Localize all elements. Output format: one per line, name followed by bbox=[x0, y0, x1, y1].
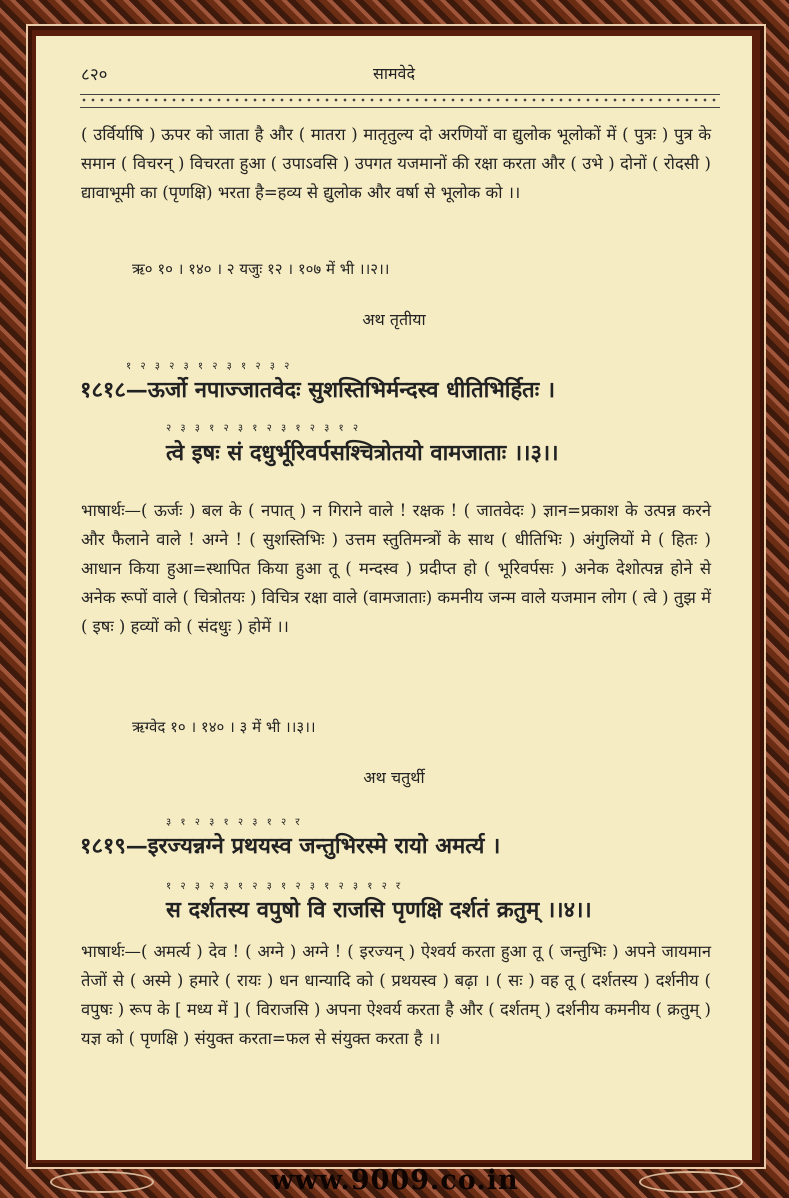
swara-marks-4b: १ २ ३ २ ३ १ २ ३ १ २ ३ १ २ ३ १ २ र bbox=[166, 881, 404, 892]
swara-marks-4a: ३ १ २ ३ १ २ ३ १ २ र bbox=[166, 817, 303, 828]
swara-marks-3b: २ ३ ३ १ २ ३ १ २ ३ १ २ ३ १ २ bbox=[166, 423, 362, 434]
section-heading-3: अथ तृतीया bbox=[362, 310, 426, 329]
dotted-rule bbox=[80, 94, 720, 108]
paragraph-3: भाषार्थः—( अमर्त्य ) देव ! ( अग्ने ) अग्ने ! ( इरज्यन् ) ऐश्वर्य करता हुआ तू ( जन्तुभिः ) अपने जायमान तेजों से ( अस्मे ) हमारे ( रायः ) धन धान्यादि को ( प्रथयस्व ) बढ़ा । ( सः ) वह तू ( दर्शतस्य ) दर्शनीय ( वपुषः ) रूप के [ मध्य में ] ( विराजसि ) अपना ऐश्वर्य करता है और ( दर्शतम् ) दर्शनीय कमनीय ( क्रतुम् ) यज्ञ को ( पृणक्षि ) संयुक्त करता=फल से संयुक्त करता है ।। bbox=[81, 942, 711, 1048]
swara-marks-3a: १ २ ३ २ ३ १ २ ३ १ २ ३ २ bbox=[126, 361, 293, 372]
book-page bbox=[36, 36, 752, 1160]
running-title: सामवेदे bbox=[373, 64, 415, 83]
mantra-4b: स दर्शतस्य वपुषो वि राजसि पृणक्षि दर्शतं क्रतुम् ।।४।। bbox=[166, 897, 592, 923]
page-number: ८२० bbox=[81, 65, 108, 85]
mantra-3b: त्वे इषः सं दधुर्भूरिवर्पसश्चित्रोतयो वामजाताः ।।३।। bbox=[166, 440, 559, 466]
mantra-4a: १८१९—इरज्यन्नग्ने प्रथयस्व जन्तुभिरस्मे रायो अमर्त्य । bbox=[80, 833, 501, 859]
reference-2: ऋग्वेद १० । १४० । ३ में भी ।।३।। bbox=[132, 718, 316, 736]
reference-1: ऋ० १० । १४० । २ यजुः १२ । १०७ में भी ।।२।। bbox=[132, 260, 390, 278]
mantra-3a: १८१८—ऊर्जो नपाज्जातवेदः सुशस्तिभिर्मन्दस्व धीतिभिर्हितः । bbox=[80, 377, 556, 403]
paragraph-1: ( उर्विर्याषि ) ऊपर को जाता है और ( मातरा ) मातृतुल्य दो अरणियों वा द्युलोक भूलोकों में ( पुत्रः ) पुत्र के समान ( विचरन् ) विचरता हुआ ( उपाऽवसि ) उपगत यजमानों की रक्षा करता और ( उभे ) दोनों ( रोदसी ) द्यावाभूमी का (पृणक्षि) भरता है=हव्य से द्युलोक और वर्षा से भूलोक को ।। bbox=[81, 125, 711, 202]
paragraph-2: भाषार्थः—( ऊर्जः ) बल के ( नपात् ) न गिराने वाले ! रक्षक ! ( जातवेदः ) ज्ञान=प्रकाश के उत्पन्न करने और फैलाने वाले ! अग्ने ! ( सुशस्तिभिः ) उत्तम स्तुतिमन्त्रों के साथ ( धीतिभिः ) अंगुलियों मे ( हितः ) आधान किया हुआ=स्थापित किया हुआ तू ( मन्दस्व ) प्रदीप्त हो ( भूरिवर्पसः ) अनेक देशोत्पन्न होने से अनेक रूपों वाले ( चित्रोतयः ) विचित्र रक्षा वाले (वामजाताः) कमनीय जन्म वाले यजमान लोग ( त्वे ) तुझ में ( इषः ) हव्यों को ( संदधुः ) होमें ।। bbox=[81, 501, 711, 636]
website-watermark: www.9009.co.in bbox=[270, 1165, 519, 1196]
section-heading-4: अथ चतुर्थी bbox=[363, 768, 425, 787]
